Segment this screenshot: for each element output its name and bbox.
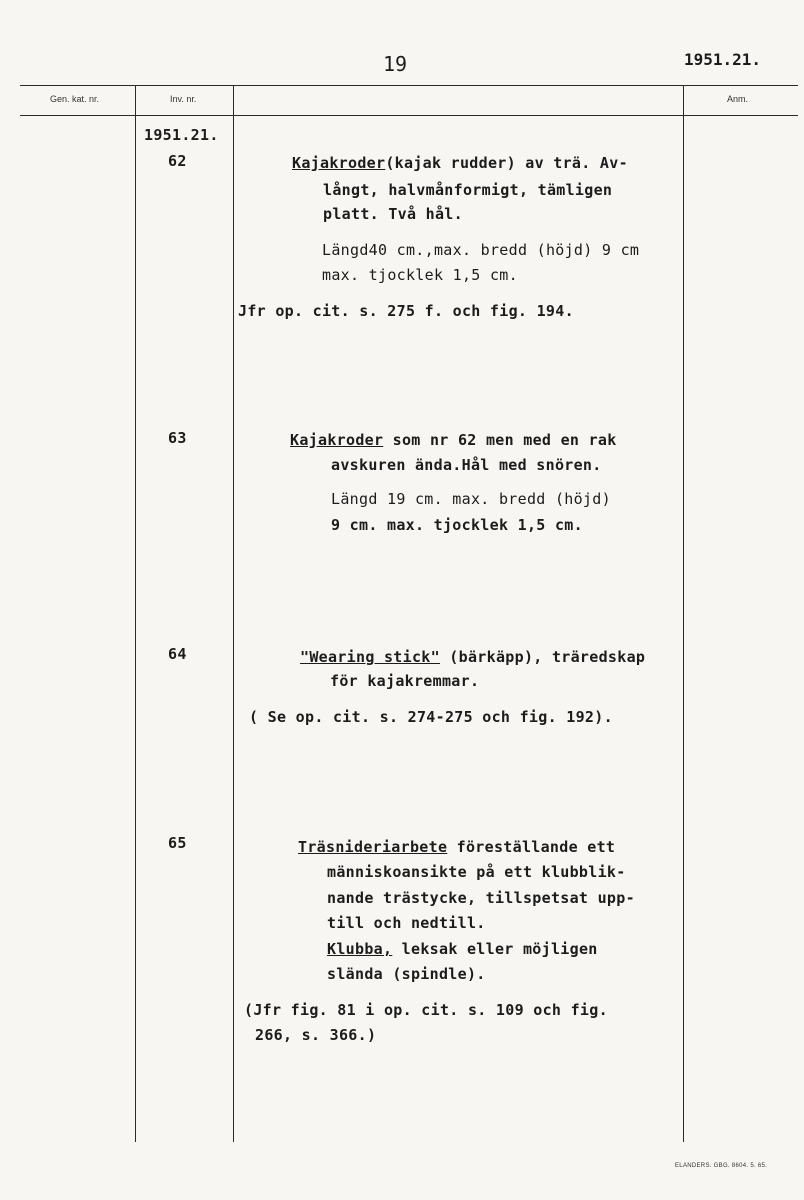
entry-number-65: 65 xyxy=(168,834,187,852)
entry-65-line-1 xyxy=(298,838,615,856)
entry-63-line-1 xyxy=(290,431,617,449)
entry-65-line-5-rest: leksak eller möjligen xyxy=(392,940,598,958)
entry-65-line-3: nande trästycke, tillspetsat upp- xyxy=(327,889,635,907)
entry-65-line-2: människoansikte på ett klubblik- xyxy=(327,863,626,881)
entry-64-title: "Wearing stick" xyxy=(300,648,440,666)
entry-62-line-5: max. tjocklek 1,5 cm. xyxy=(322,266,518,284)
entry-65-line-1-rest: föreställande ett xyxy=(447,838,616,856)
column-divider-2 xyxy=(233,85,234,1142)
entry-62-line-3: platt. Två hål. xyxy=(323,205,463,223)
entry-63-line-3: Längd 19 cm. max. bredd (höjd) xyxy=(331,490,611,508)
table-top-rule xyxy=(20,85,798,86)
entry-64-reference: ( Se op. cit. s. 274-275 och fig. 192). xyxy=(249,708,613,726)
column-header-gen-kat: Gen. kat. nr. xyxy=(50,94,100,104)
entry-63-line-4: 9 cm. max. tjocklek 1,5 cm. xyxy=(331,516,583,534)
entry-65-subtitle: Klubba, xyxy=(327,940,393,958)
entry-64-line-1 xyxy=(300,648,645,666)
page-number: 19 xyxy=(383,52,408,76)
entry-65-title: Träsnideriarbete xyxy=(298,838,448,856)
entry-62-reference: Jfr op. cit. s. 275 f. och fig. 194. xyxy=(238,302,574,320)
entry-62-line-1-rest: (kajak rudder) av trä. Av- xyxy=(385,154,628,172)
entry-62-line-2: långt, halvmånformigt, tämligen xyxy=(323,181,613,199)
entry-62-title: Kajakroder xyxy=(292,154,386,172)
entry-number-62: 62 xyxy=(168,152,187,170)
table-header-rule xyxy=(20,115,798,116)
column-divider-3 xyxy=(683,85,684,1142)
entry-62-line-4: Längd40 cm.,max. bredd (höjd) 9 cm xyxy=(322,241,640,259)
column-divider-1 xyxy=(135,85,136,1142)
entry-65-reference-2: 266, s. 366.) xyxy=(255,1026,377,1044)
entry-64-line-2: för kajakremmar. xyxy=(330,672,480,690)
printer-mark: ELANDERS. GBG. 8604. 5. 65. xyxy=(675,1163,768,1169)
column-header-inv: Inv. nr. xyxy=(170,94,197,104)
entry-number-64: 64 xyxy=(168,645,187,663)
entry-65-line-6: slända (spindle). xyxy=(327,965,486,983)
inventory-block-label: 1951.21. xyxy=(144,126,219,144)
entry-63-line-1-rest: som nr 62 men med en rak xyxy=(383,431,617,449)
entry-65-reference-1: (Jfr fig. 81 i op. cit. s. 109 och fig. xyxy=(244,1001,608,1019)
entry-65-line-4: till och nedtill. xyxy=(327,914,486,932)
entry-62-line-1 xyxy=(292,154,628,172)
catalog-year-header: 1951.21. xyxy=(684,50,762,69)
entry-65-line-5 xyxy=(327,940,598,958)
entry-number-63: 63 xyxy=(168,429,187,447)
entry-63-title: Kajakroder xyxy=(290,431,384,449)
entry-63-line-2: avskuren ända.Hål med snören. xyxy=(331,456,602,474)
column-header-anm: Anm. xyxy=(727,94,749,104)
entry-64-line-1-rest: (bärkäpp), träredskap xyxy=(439,648,646,666)
